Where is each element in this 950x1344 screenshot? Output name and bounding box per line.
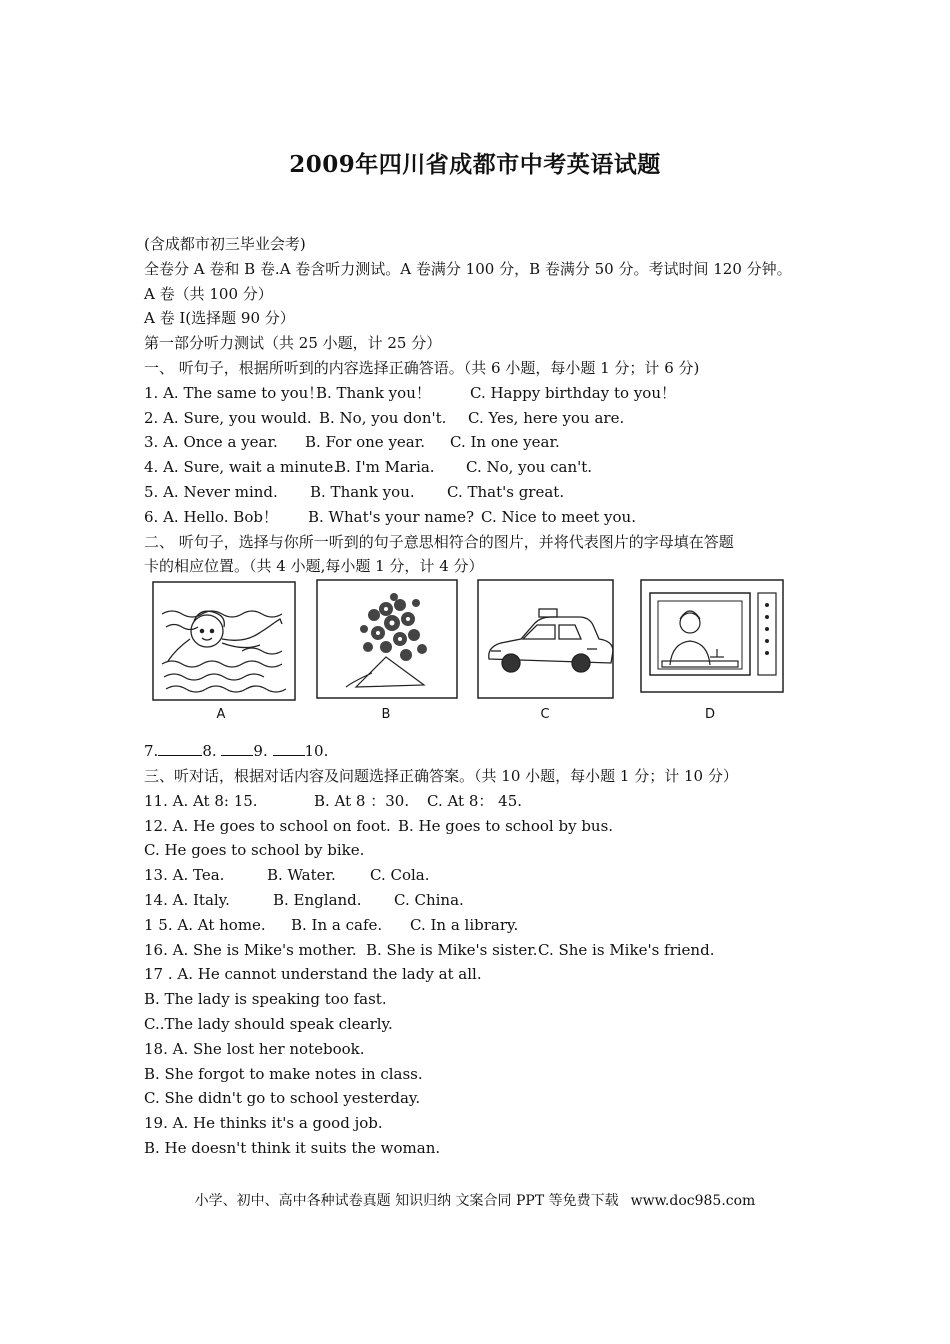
picture-d-label: D	[704, 707, 715, 723]
option-b: B. He goes to school by bus.	[398, 816, 614, 835]
option-a: 4. A. Sure, wait a minute.	[144, 458, 339, 477]
question-1	[144, 381, 824, 406]
volume-a: A 卷（共 100 分）	[144, 284, 273, 303]
option-c: C. Happy birthday to you！	[470, 383, 676, 402]
intro-desc: 全卷分 A 卷和 B 卷.A 卷含听力测试。A 卷满分 100 分，B 卷满分 50 分。考试时间 120 分钟。	[144, 259, 792, 278]
blank-8-label: 8.	[202, 742, 217, 761]
taxi-image	[477, 579, 614, 704]
option-a: 1. A. The same to you！	[144, 383, 324, 402]
option-a: 13. A. Tea.	[144, 866, 225, 885]
option-b: B. For one year.	[305, 433, 426, 452]
picture-c-label: C	[540, 707, 550, 723]
option-c: C. Cola.	[370, 866, 430, 885]
question-12	[144, 814, 824, 839]
picture-d	[640, 579, 784, 704]
question-12-c: C. He goes to school by bike.	[144, 841, 365, 860]
picture-c	[477, 579, 614, 704]
option-a: 2. A. Sure, you would.	[144, 408, 312, 427]
option-b: B. She is Mike's sister.	[366, 940, 538, 959]
picture-b-label: B	[381, 707, 391, 723]
option-c: C. Yes, here you are.	[468, 408, 625, 427]
option-b: B. I'm Maria.	[335, 458, 435, 477]
option-b: B. In a cafe.	[291, 915, 383, 934]
question-19-a: 19. A. He thinks it's a good job.	[144, 1114, 383, 1133]
option-b: B. At 8 ：30.	[314, 791, 410, 810]
question-5	[144, 480, 824, 505]
option-c: C. She is Mike's friend.	[538, 940, 715, 959]
option-b: B. Thank you！	[316, 383, 431, 402]
question-16	[144, 938, 824, 963]
section2-heading-line1: 二、 听句子，选择与你所一听到的句子意思相符合的图片，并将代表图片的字母填在答题	[144, 532, 734, 551]
swimming-girl-image	[152, 579, 296, 704]
picture-a	[152, 579, 296, 704]
question-15	[144, 913, 824, 938]
option-a: 1 5. A. At home.	[144, 915, 266, 934]
volume-a1: A 卷 I(选择题 90 分）	[144, 309, 295, 328]
question-3	[144, 430, 824, 455]
option-c: C. At 8： 45.	[427, 791, 523, 810]
blank-10-label: 10.	[304, 742, 329, 761]
question-11	[144, 789, 824, 814]
footer-text: 小学、初中、高中各种试卷真题 知识归纳 文案合同 PPT 等免费下载	[194, 1193, 619, 1209]
question-17-c: C..The lady should speak clearly.	[144, 1014, 393, 1033]
option-c: C. China.	[394, 890, 464, 909]
option-a: 12. A. He goes to school on foot.	[144, 816, 391, 835]
answer-blank-9	[273, 741, 305, 756]
picture-a-label: A	[216, 707, 226, 723]
option-b: B. England.	[273, 890, 362, 909]
question-14	[144, 888, 824, 913]
blank-7-label: 7.	[144, 742, 159, 761]
option-a: 14. A. Italy.	[144, 890, 230, 909]
question-19-b: B. He doesn't think it suits the woman.	[144, 1138, 441, 1157]
question-18-c: C. She didn't go to school yesterday.	[144, 1089, 421, 1108]
picture-row	[144, 579, 824, 739]
page-title: 2009年四川省成都市中考英语试题	[289, 151, 661, 178]
option-c: C. In one year.	[450, 433, 560, 452]
picture-b	[316, 579, 458, 704]
option-a: 6. A. Hello. Bob！	[144, 507, 278, 526]
option-a: 11. A. At 8: 15.	[144, 791, 258, 810]
question-17-a: 17 . A. He cannot understand the lady at all.	[144, 965, 482, 984]
option-b: B. No, you don't.	[319, 408, 447, 427]
part1-heading: 第一部分听力测试（共 25 小题，计 25 分）	[144, 334, 442, 353]
option-b: B. What's your name?	[308, 507, 475, 526]
question-18-a: 18. A. She lost her notebook.	[144, 1039, 365, 1058]
question-6	[144, 505, 824, 530]
blank-9-label: 9.	[253, 742, 268, 761]
option-a: 16. A. She is Mike's mother.	[144, 940, 357, 959]
option-c: C. No, you can't.	[466, 458, 593, 477]
section1-heading: 一、 听句子，根据所听到的内容选择正确答语。（共 6 小题，每小题 1 分；计 6 分)	[144, 358, 700, 377]
option-c: C. That's great.	[447, 482, 565, 501]
question-18-b: B. She forgot to make notes in class.	[144, 1064, 423, 1083]
page-footer	[0, 1190, 950, 1210]
option-c: C. In a library.	[410, 915, 519, 934]
option-c: C. Nice to meet you.	[481, 507, 636, 526]
question-2	[144, 406, 824, 431]
option-a: 5. A. Never mind.	[144, 482, 278, 501]
answer-blanks	[144, 739, 824, 764]
section2-heading-line2: 卡的相应位置。（共 4 小题,每小题 1 分，计 4 分）	[144, 557, 484, 576]
option-a: 3. A. Once a year.	[144, 433, 278, 452]
question-4	[144, 455, 824, 480]
exam-content	[144, 232, 824, 1161]
answer-blank-8	[221, 741, 253, 756]
flower-bouquet-image	[316, 579, 458, 704]
question-13	[144, 863, 824, 888]
tv-presenter-image	[640, 579, 784, 704]
question-17-b: B. The lady is speaking too fast.	[144, 990, 387, 1009]
section3-heading: 三、听对话，根据对话内容及问题选择正确答案。（共 10 小题，每小题 1 分；计 10 分）	[144, 766, 738, 785]
footer-url[interactable]: www.doc985.com	[630, 1193, 756, 1209]
intro-note: (含成都市初三毕业会考)	[144, 235, 306, 253]
option-b: B. Thank you.	[310, 482, 415, 501]
answer-blank-7	[158, 741, 202, 756]
option-b: B. Water.	[267, 866, 336, 885]
